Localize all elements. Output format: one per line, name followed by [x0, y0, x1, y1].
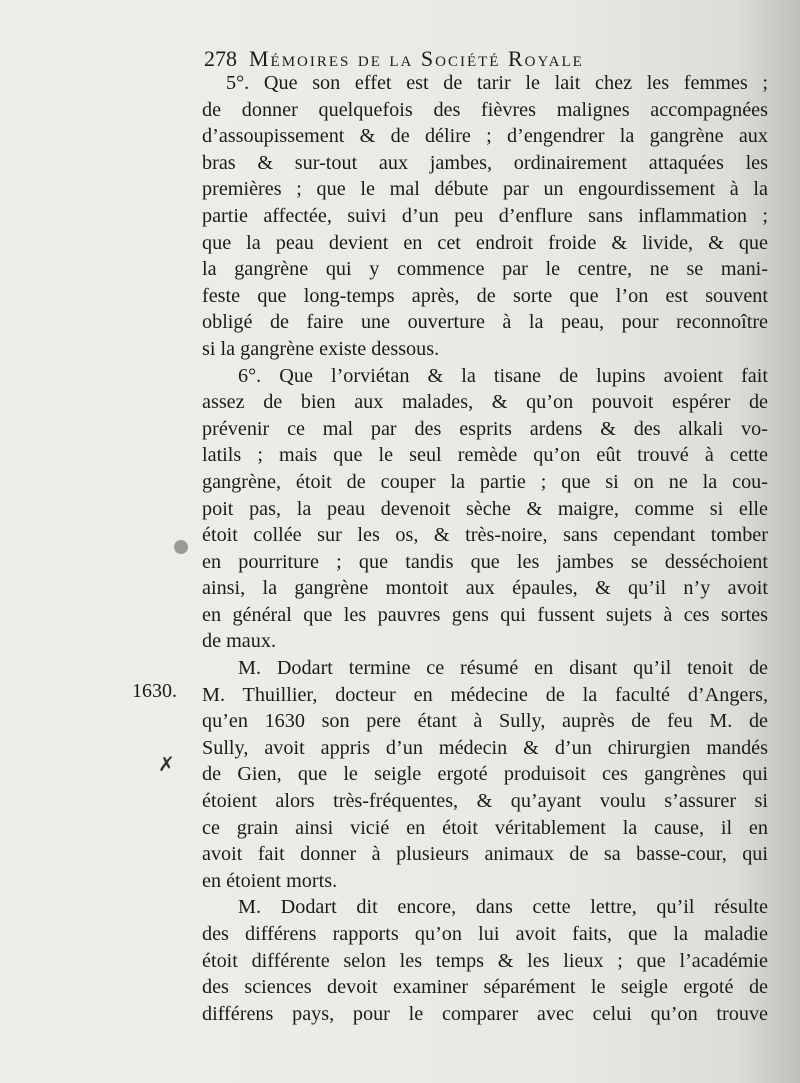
text-line: 5°. Que son effet est de tarir le lait chez les femmes ; [226, 72, 768, 94]
text-line: étoit différente selon les temps & les lieux ; que l’académie [202, 949, 768, 972]
body-text [202, 70, 768, 1027]
text-line: M. Dodart termine ce résumé en disant qu’il tenoit de [238, 657, 768, 680]
text-line: M. Dodart dit encore, dans cette lettre, qu’il résulte [238, 896, 768, 919]
running-header [204, 46, 584, 72]
text-line: de donner quelquefois des fièvres malignes accompagnées [202, 98, 768, 121]
ink-spot [174, 540, 188, 554]
text-line: des différens rapports qu’on lui avoit faits, que la maladie [202, 923, 768, 945]
text-line: étoit collée sur les os, & très-noire, sans cependant tomber [202, 524, 768, 547]
page-number: 278 [204, 46, 237, 71]
text-line: de maux. [202, 630, 276, 653]
text-line: prévenir ce mal par des esprits ardens & des alkali vo- [202, 417, 768, 440]
text-line: obligé de faire une ouverture à la peau, pour reconnoître [202, 311, 768, 334]
text-line: partie affectée, suivi d’un peu d’enflure sans inflammation ; [202, 204, 768, 227]
text-line: si la gangrène existe dessous. [202, 337, 440, 360]
text-line: assez de bien aux malades, & qu’on pouvoit espérer de [202, 391, 768, 414]
text-line: d’assoupissement & de délire ; d’engendrer la gangrène aux [202, 125, 768, 148]
text-line: 6°. Que l’orviétan & la tisane de lupins avoient fait [238, 364, 768, 387]
text-line: des sciences devoit examiner séparément le seigle ergoté de [202, 976, 768, 999]
text-line: Sully, avoit appris d’un médecin & d’un chirurgien mandés [202, 736, 768, 759]
text-line: feste que long-temps après, de sorte que l’on est souvent [202, 284, 768, 307]
margin-year: 1630. [132, 680, 177, 702]
text-line: avoit fait donner à plusieurs animaux de sa basse-cour, qui [202, 843, 768, 866]
text-line: ainsi, la gangrène montoit aux épaules, & qu’il n’y avoit [202, 577, 768, 600]
text-line: de Gien, que le seigle ergoté produisoit ces gangrènes qui [202, 763, 768, 786]
text-line: en étoient morts. [202, 869, 338, 892]
text-line: la gangrène qui y commence par le centre, ne se mani- [202, 258, 768, 281]
text-line: différens pays, pour le comparer avec celui qu’on trouve [202, 1002, 768, 1025]
text-line: qu’en 1630 son pere étant à Sully, auprès de feu M. de [202, 710, 768, 733]
text-line: en général que les pauvres gens qui fussent sujets à ces sortes [202, 603, 768, 626]
text-line: latils ; mais que le seul remède qu’on eût trouvé à cette [202, 444, 768, 467]
text-line: que la peau devient en cet endroit froide & livide, & que [202, 231, 768, 254]
text-line: en pourriture ; que tandis que les jambes se desséchoient [202, 550, 768, 573]
text-line: premières ; que le mal débute par un engourdissement à la [202, 178, 768, 201]
running-title: Mémoires de la Société Royale [249, 46, 584, 71]
text-line: gangrène, étoit de couper la partie ; que si on ne la cou- [202, 470, 768, 493]
text-line: ce grain ainsi vicié en étoit véritablement la cause, il en [202, 816, 768, 839]
text-line: poit pas, la peau devenoit sèche & maigre, comme si elle [202, 497, 768, 520]
margin-cross-mark: ✗ [158, 754, 175, 776]
text-line: bras & sur-tout aux jambes, ordinairement attaquées les [202, 151, 768, 174]
text-line: M. Thuillier, docteur en médecine de la faculté d’Angers, [202, 683, 768, 706]
text-line: étoient alors très-fréquentes, & qu’ayant voulu s’assurer si [202, 790, 768, 813]
